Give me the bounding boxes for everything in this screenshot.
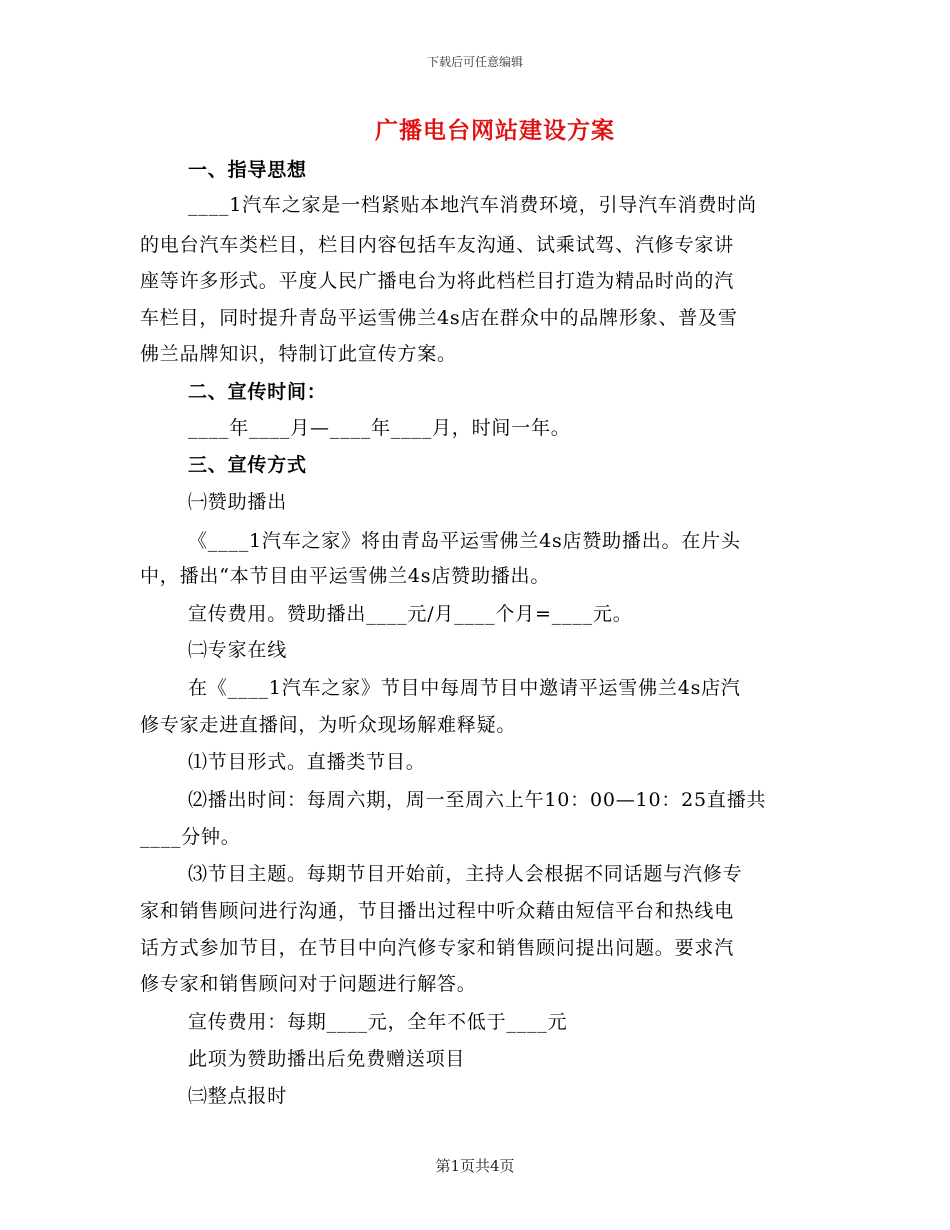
page-footer: 第1页共4页: [435, 1157, 515, 1175]
paragraph-line: 《____1汽车之家》将由青岛平运雪佛兰4s店赞助播出。在片头: [188, 530, 741, 552]
subsection-heading: ㈠赞助播出: [188, 491, 288, 513]
paragraph-line: 中，播出“本节目由平运雪佛兰4s店赞助播出。: [140, 565, 551, 587]
paragraph-line: ____年____月—____年____月，时间一年。: [188, 417, 571, 439]
paragraph-line: ____1汽车之家是一档紧贴本地汽车消费环境，引导汽车消费时尚: [188, 194, 757, 216]
paragraph-line: 的电台汽车类栏目，栏目内容包括车友沟通、试乘试驾、汽修专家讲: [140, 234, 735, 256]
paragraph-line: 座等许多形式。平度人民广播电台为将此档栏目打造为精品时尚的汽: [140, 270, 735, 292]
paragraph-line: 家和销售顾问进行沟通，节目播出过程中听众藉由短信平台和热线电: [140, 900, 735, 922]
paragraph-line: ⑵播出时间：每周六期，周一至周六上午10：00—10：25直播共: [188, 789, 767, 811]
subsection-heading: ㈡专家在线: [188, 639, 288, 661]
paragraph-line: ⑶节目主题。每期节目开始前，主持人会根据不同话题与汽修专: [188, 863, 743, 885]
subsection-heading: ㈢整点报时: [188, 1085, 288, 1107]
section-heading-publicity-method: 三、宣传方式: [188, 454, 307, 476]
paragraph-line: 宣传费用：每期____元，全年不低于____元: [188, 1011, 568, 1033]
paragraph-line: 车栏目，同时提升青岛平运雪佛兰4s店在群众中的品牌形象、普及雪: [140, 307, 738, 329]
paragraph-line: ⑴节目形式。直播类节目。: [188, 751, 426, 773]
document-title: 广播电台网站建设方案: [375, 117, 615, 144]
paragraph-line: 修专家走进直播间，为听众现场解难释疑。: [140, 714, 517, 736]
section-heading-publicity-time: 二、宣传时间：: [188, 381, 327, 403]
paragraph-line: ____分钟。: [140, 826, 241, 848]
section-heading-guiding-idea: 一、指导思想: [188, 159, 307, 181]
paragraph-line: 话方式参加节目，在节目中向汽修专家和销售顾问提出问题。要求汽: [140, 937, 735, 959]
paragraph-line: 在《____1汽车之家》节目中每周节目中邀请平运雪佛兰4s店汽: [188, 677, 741, 699]
paragraph-line: 宣传费用。赞助播出____元/月____个月=____元。: [188, 603, 633, 625]
header-note: 下载后可任意编辑: [426, 55, 523, 69]
paragraph-line: 修专家和销售顾问对于问题进行解答。: [140, 973, 477, 995]
paragraph-line: 此项为赞助播出后免费赠送项目: [188, 1048, 466, 1070]
paragraph-line: 佛兰品牌知识，特制订此宣传方案。: [140, 343, 457, 365]
